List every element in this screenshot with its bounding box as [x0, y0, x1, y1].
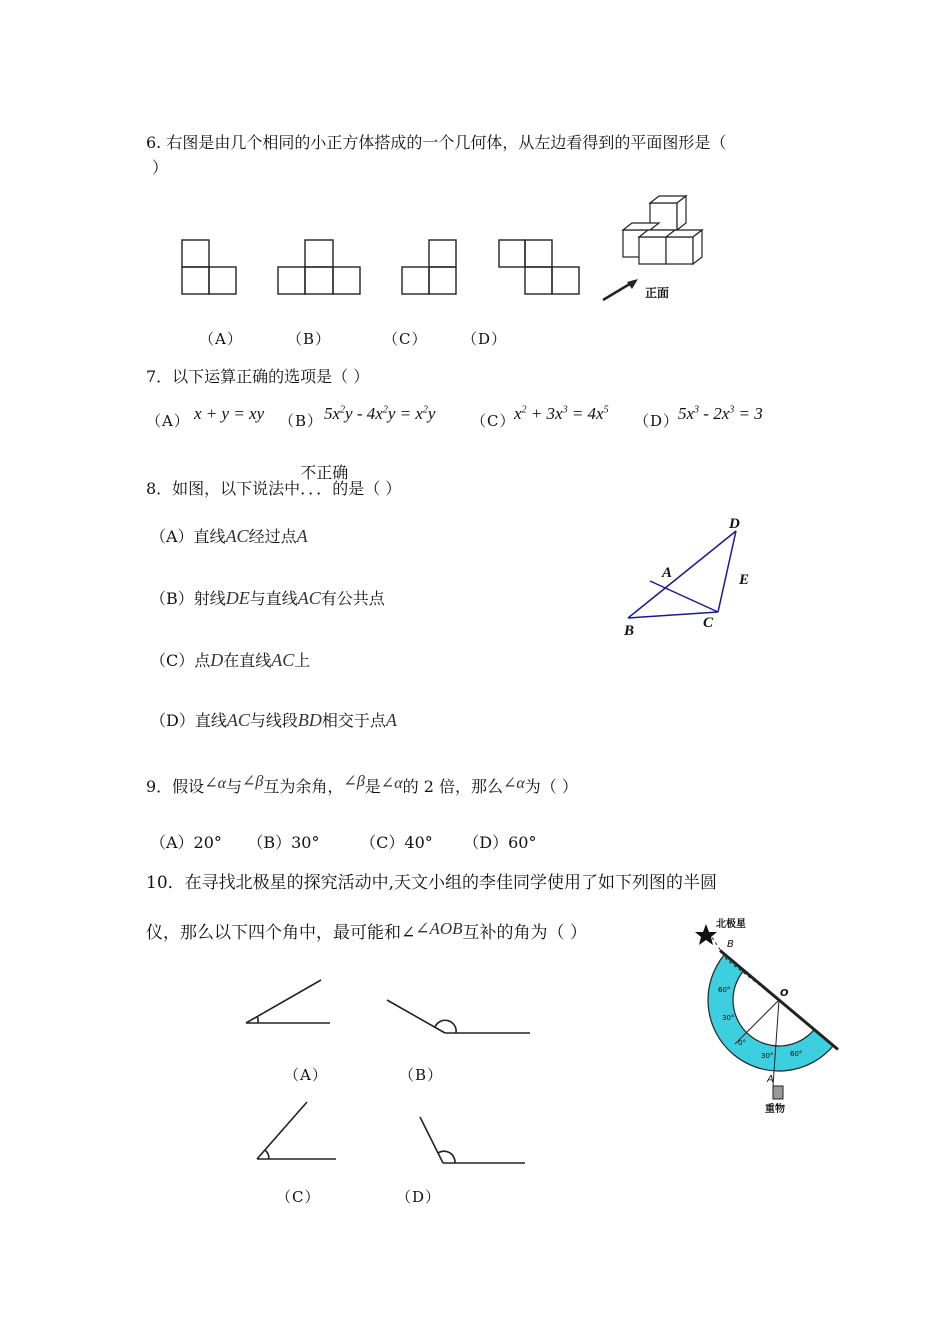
q8-option-d: （D）直线AC与线段BD相交于点A — [150, 710, 397, 730]
q10-label-b: B — [727, 939, 734, 950]
q8-option-a: （A）直线AC经过点A — [150, 526, 308, 546]
q8-label-d: D — [729, 516, 740, 532]
q10-deg-60a: 60° — [718, 986, 731, 994]
q6-arrow-label: 正面 — [645, 286, 670, 300]
q8-label-c: C — [703, 615, 714, 631]
q10-deg-30b: 30° — [761, 1052, 774, 1060]
q7-expr-d: $5x^3 - 2x^3 = 3$ — [678, 404, 763, 423]
q8-label-b: B — [624, 623, 635, 639]
q7-opt-a: （A） — [146, 412, 190, 430]
q7-opt-c: （C） — [471, 412, 516, 430]
q10-label-o: O — [780, 988, 789, 999]
q10-label-a: A — [767, 1074, 774, 1085]
q8-emphasis: 不正确 — [300, 463, 349, 482]
q6-option-a: （A） — [199, 330, 243, 348]
q6-stem-line2: ） — [152, 158, 169, 177]
q10-option-b: （B） — [399, 1066, 444, 1084]
q8-option-c: （C）点D在直线AC上 — [150, 650, 311, 670]
q8-label-a: A — [662, 565, 673, 581]
q7-expr-b: $5x^2y - 4x^2y = x^2y$ — [324, 404, 436, 423]
q9-options: （A）20° （B）30° （C）40° （D）60° — [150, 833, 537, 852]
q7-stem: 7．以下运算正确的选项是（ ） — [146, 367, 370, 386]
q8-label-e: E — [739, 572, 750, 588]
q10-star-label: 北极星 — [716, 919, 746, 930]
q10-option-d: （D） — [396, 1188, 442, 1206]
star-icon — [695, 924, 717, 945]
q6-stem-line1: 6. 右图是由几个相同的小正方体搭成的一个几何体，从左边看得到的平面图形是（ — [146, 133, 727, 152]
q8-emphasis-dots: ．．． — [300, 479, 333, 498]
q10-option-a: （A） — [284, 1066, 328, 1084]
q7-expr-a: x + y = xy — [194, 404, 265, 423]
q10-deg-30a: 30° — [722, 1014, 735, 1022]
q6-option-d: （D） — [462, 330, 508, 348]
q7-opt-b: （B） — [279, 412, 324, 430]
q10-option-c: （C） — [276, 1188, 321, 1206]
q10-stem-line2: 仪，那么以下四个角中，最可能和∠∠AOB互补的角为（ ） — [146, 919, 587, 943]
q7-expr-c: $x^2 + 3x^3 = 4x^5$ — [514, 404, 609, 423]
q8-option-b: （B）射线DE与直线AC有公共点 — [150, 588, 385, 608]
q10-weight-label: 重物 — [765, 1104, 785, 1115]
q10-deg-60b: 60° — [790, 1050, 803, 1058]
q10-deg-0: 0° — [738, 1039, 746, 1047]
q7-opt-d: （D） — [634, 412, 680, 430]
q8-stem: 8．如图，以下说法中 不正确 ．．．的是（ ） — [146, 476, 401, 499]
q6-option-b: （B） — [287, 330, 332, 348]
q9-stem: 9．假设∠α与∠β互为余角，∠β是∠α的 2 倍，那么∠α为（ ） — [146, 773, 578, 796]
q10-stem-line1: 10．在寻找北极星的探究活动中,天文小组的李佳同学使用了如下列图的半圆 — [146, 873, 718, 893]
q6-option-c: （C） — [383, 330, 428, 348]
